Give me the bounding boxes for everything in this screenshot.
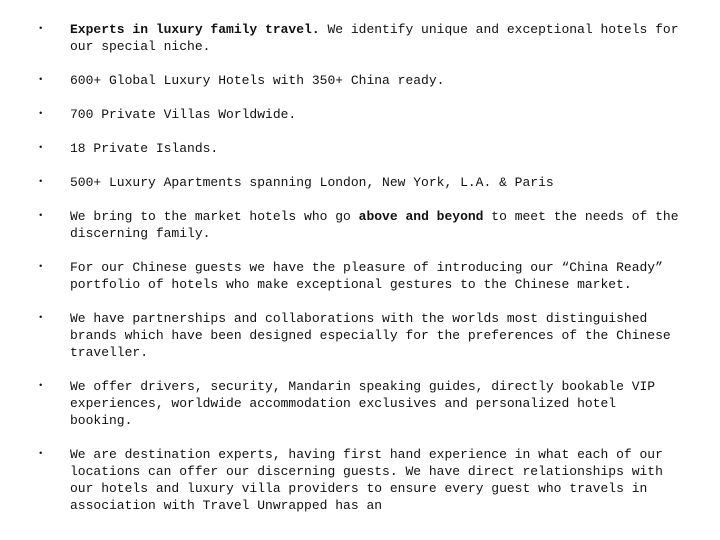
list-item [0,72,720,89]
list-item [0,310,720,361]
list-item [0,259,720,293]
item-text: We identify unique and exceptional hotels for our special niche. [70,22,679,54]
bullet-icon: • [38,75,44,85]
bullet-icon: • [38,109,44,119]
item-text: 18 Private Islands. [70,141,219,156]
bullet-list [0,21,720,531]
list-item [0,174,720,191]
list-item [0,446,720,514]
bullet-icon: • [38,381,44,391]
item-text: We are destination experts, having first hand experience in what each of our locations can offer our discerning guests. We have direct relationships with our hotels and luxury villa providers to ensure every guest who travels in association with Travel Unwrapped has an [70,447,663,513]
bullet-icon: • [38,24,44,34]
bullet-icon: • [38,177,44,187]
item-bold-text: Experts in luxury family travel. [70,22,320,37]
list-item [0,378,720,429]
list-item [0,106,720,123]
item-text: 500+ Luxury Apartments spanning London, New York, L.A. & Paris [70,175,554,190]
bullet-icon: • [38,262,44,272]
item-text: We offer drivers, security, Mandarin speaking guides, directly bookable VIP experiences, worldwide accommodation exclusives and personalized hotel booking. [70,379,656,428]
list-item [0,21,720,55]
item-text: 700 Private Villas Worldwide. [70,107,297,122]
bullet-icon: • [38,143,44,153]
item-text-pre: We bring to the market hotels who go [70,209,359,224]
item-text: We have partnerships and collaborations with the worlds most distinguished brands which have been designed especially for the preferences of the Chinese traveller. [70,311,671,360]
list-item [0,140,720,157]
bullet-icon: • [38,449,44,459]
item-text: For our Chinese guests we have the pleasure of introducing our “China Ready” portfolio of hotels who make exceptional gestures to the Chinese market. [70,260,663,292]
list-item [0,208,720,242]
bullet-icon: • [38,211,44,221]
item-text-post: to meet the needs of the discerning family. [70,209,679,241]
bullet-icon: • [38,313,44,323]
item-text: 600+ Global Luxury Hotels with 350+ China ready. [70,73,445,88]
item-bold-text: above and beyond [358,209,484,224]
